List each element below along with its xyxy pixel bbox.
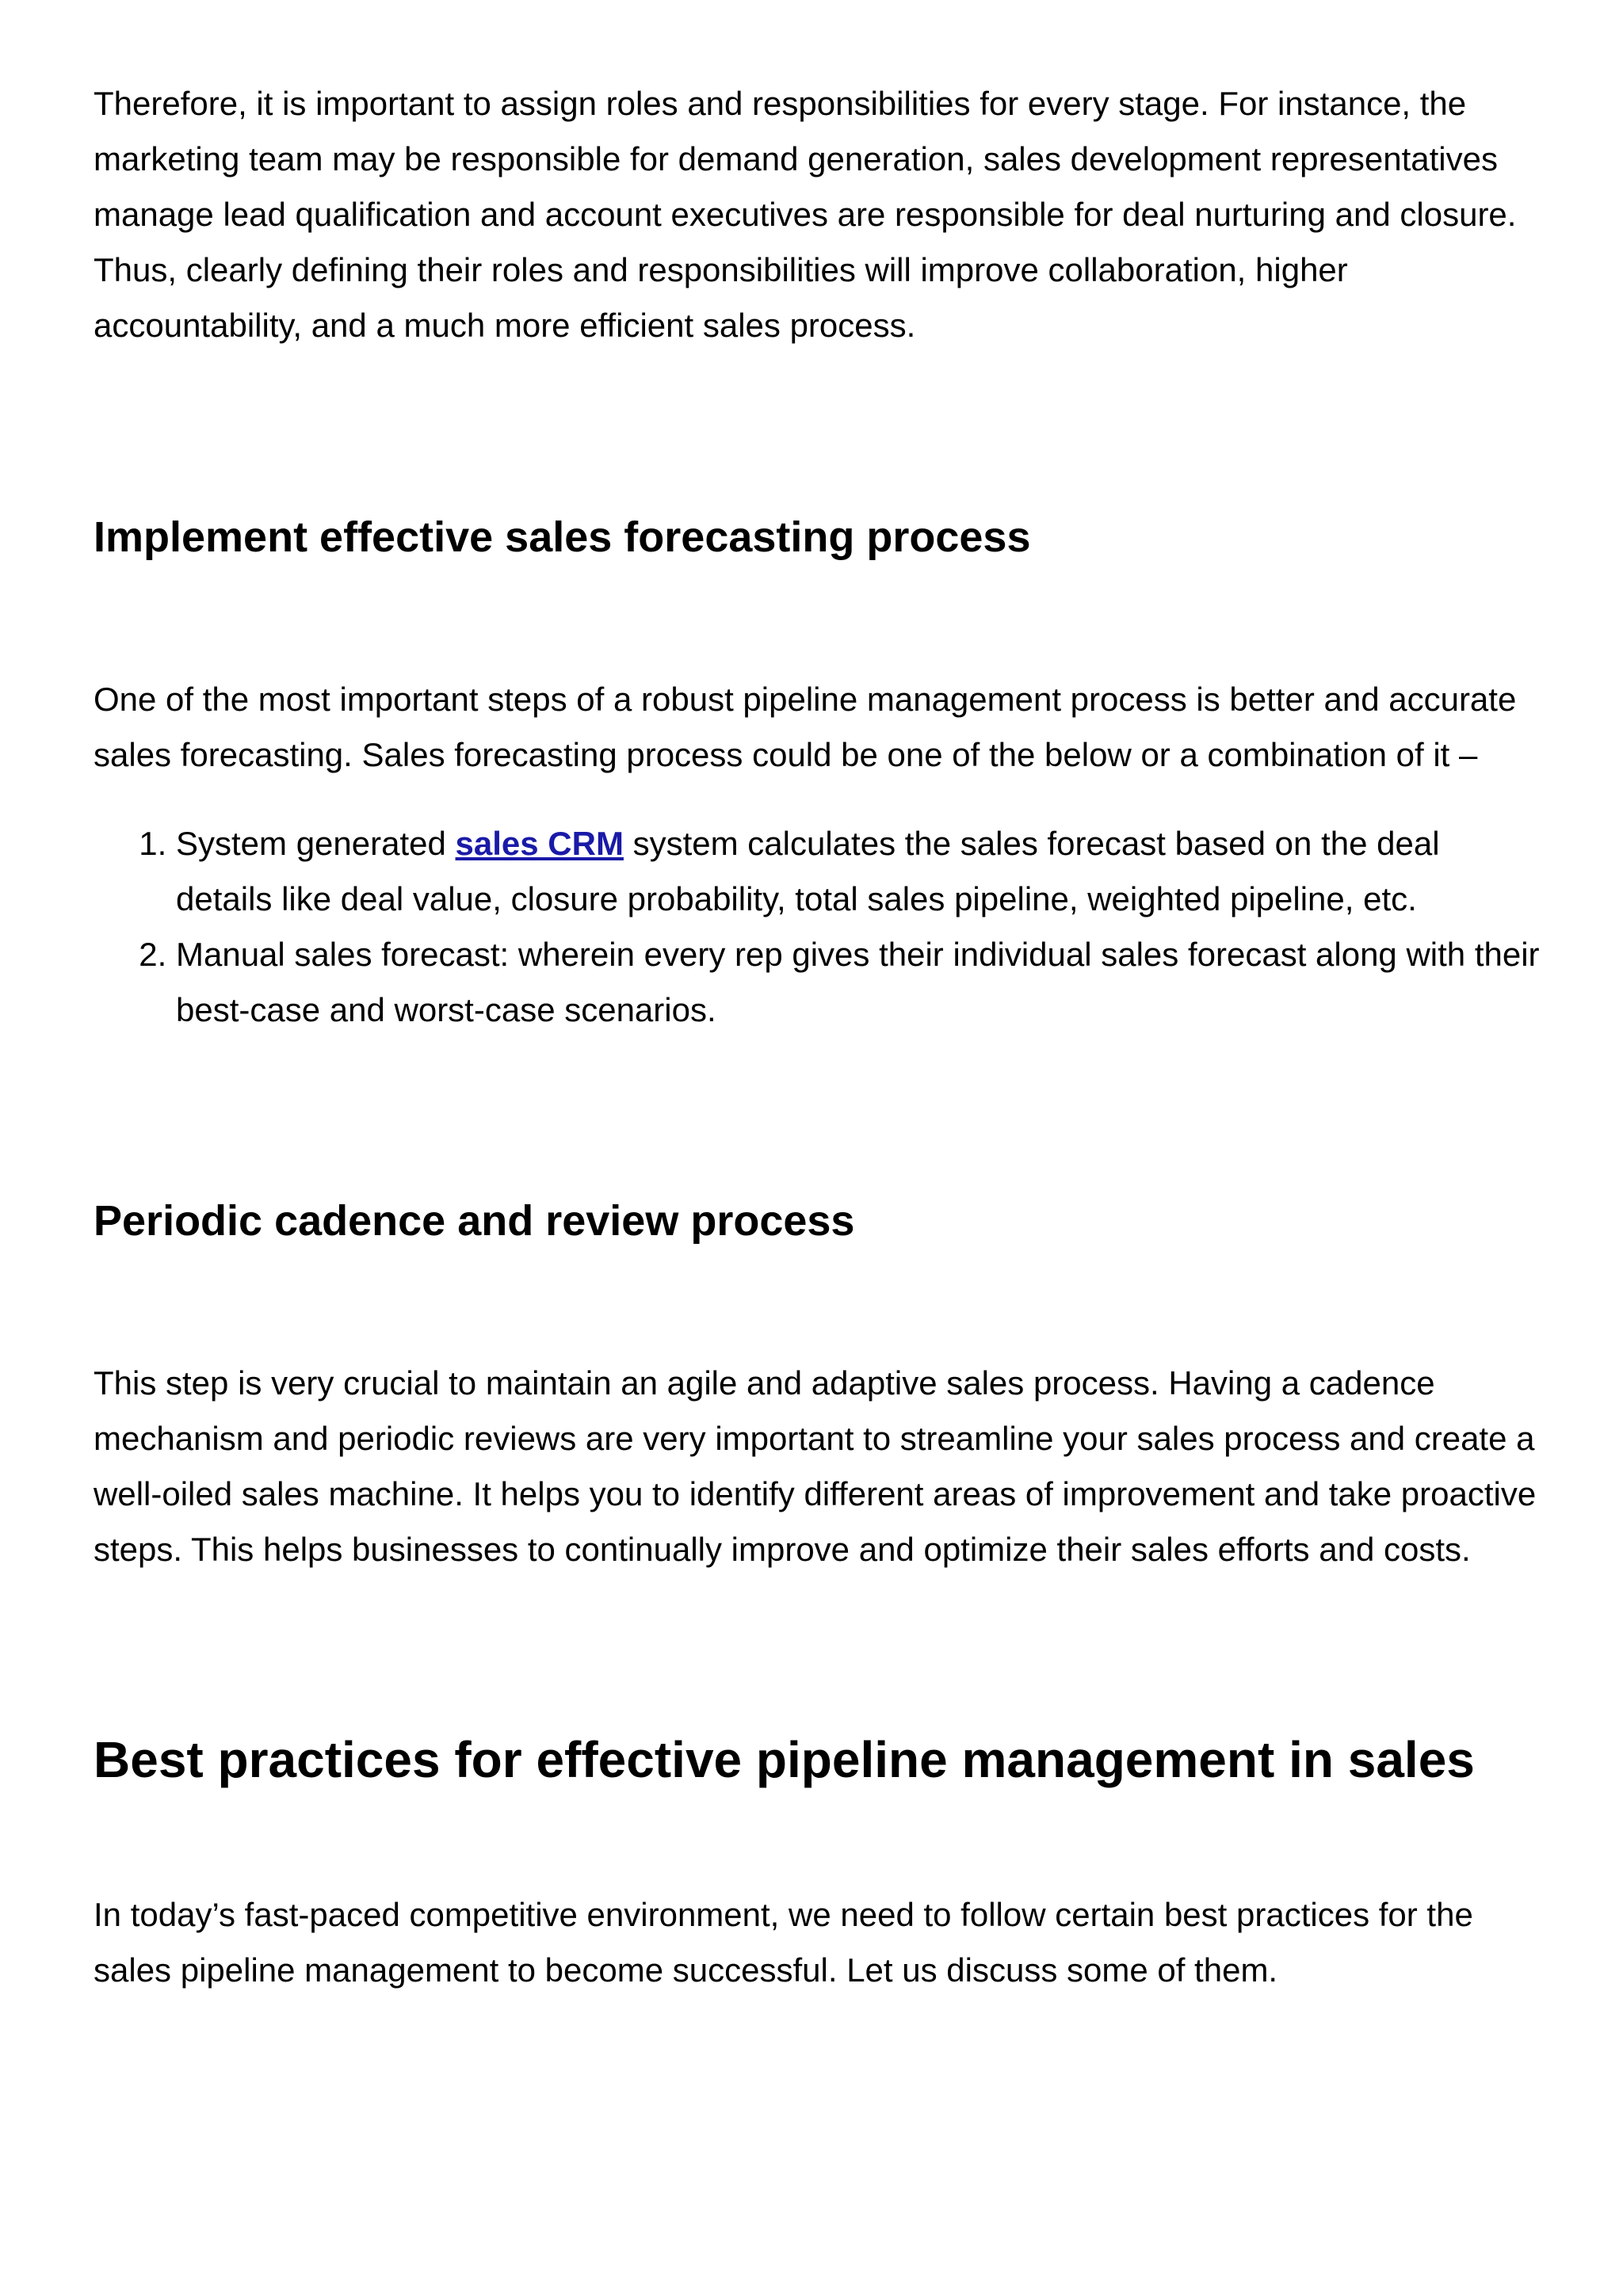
forecasting-paragraph: One of the most important steps of a robust pipeline management process is better and accurate sales forecasting. Sales forecasting process could be one of the below or a combination of it – <box>94 681 1517 773</box>
list-item-prefix: System generated <box>176 825 456 862</box>
cadence-paragraph: This step is very crucial to maintain an agile and adaptive sales process. Having a cadence mechanism and periodic reviews are very important to streamline your sales process and create a well-oiled sales machine. It helps you to identify different areas of improvement and take proactive steps. This helps businesses to continually improve and optimize their sales efforts and costs. <box>94 1364 1537 1568</box>
sales-crm-link[interactable]: sales CRM <box>455 825 624 862</box>
cadence-heading: Periodic cadence and review process <box>94 1197 855 1245</box>
list-item: 2. Manual sales forecast: wherein every rep gives their individual sales forecast along with their best-case and worst-case scenarios. <box>176 927 1544 1038</box>
forecasting-list <box>94 816 1544 1038</box>
forecasting-heading: Implement effective sales forecasting process <box>94 513 1031 561</box>
list-item <box>176 816 1544 927</box>
document-page <box>94 76 1544 1998</box>
list-item-suffix: system calculates the sales forecast based on the deal details like deal value, closure probability, total sales pipeline, weighted pipeline, etc. <box>176 825 1440 917</box>
intro-paragraph: Therefore, it is important to assign roles and responsibilities for every stage. For instance, the marketing team may be responsible for demand generation, sales development representatives manage lead qualification and account executives are responsible for deal nurturing and closure. Thus, clearly defining their roles and responsibilities will improve collaboration, higher accountability, and a much more efficient sales process. <box>94 85 1517 344</box>
best-practices-paragraph: In today’s fast-paced competitive environment, we need to follow certain best practices for the sales pipeline management to become successful. Let us discuss some of them. <box>94 1896 1473 1989</box>
best-practices-heading: Best practices for effective pipeline management in sales <box>94 1731 1475 1788</box>
